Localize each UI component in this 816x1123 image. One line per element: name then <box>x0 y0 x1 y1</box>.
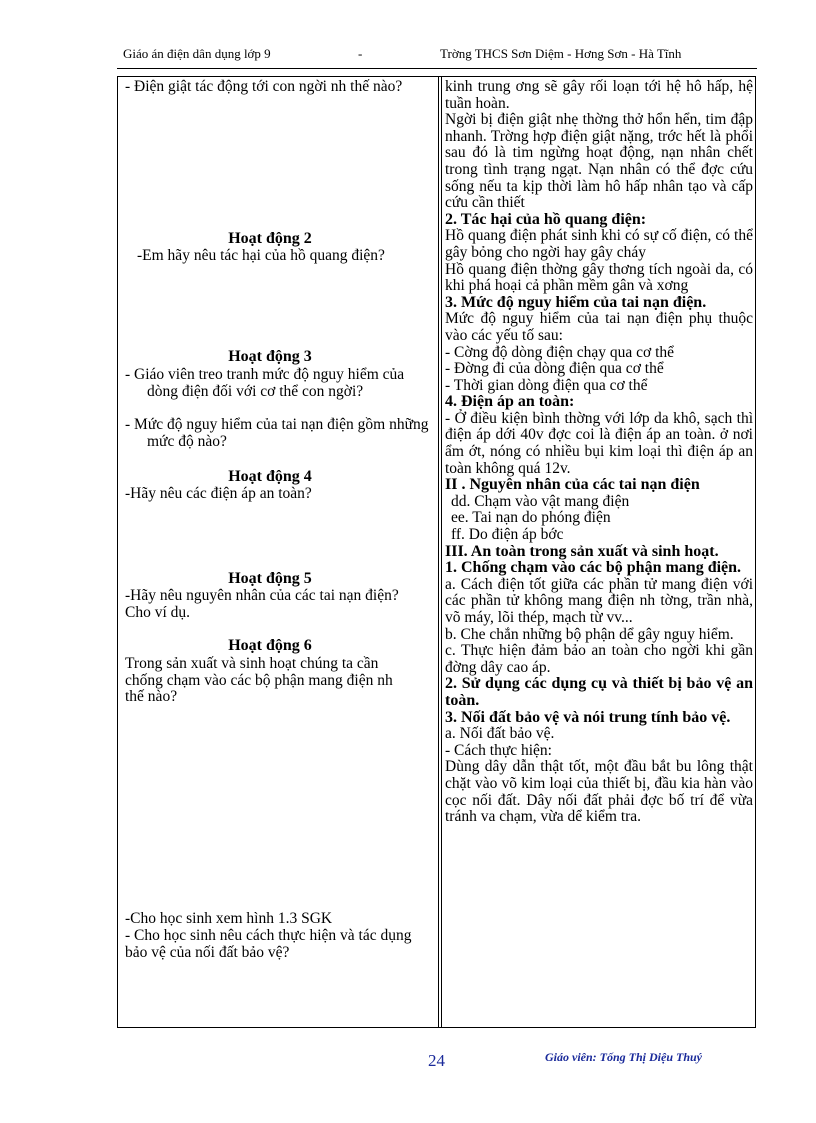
section-heading: 3. Nối đất bảo vệ và nói trung tính bảo vệ. <box>445 708 731 726</box>
section-heading: 2. Tác hại của hồ quang điện: <box>445 210 647 228</box>
paragraph: - Ở điều kiện bình thờng với lớp da khô, sạch thì điện áp dới 40v đợc coi là điện áp an toàn. ở nơi ẩm ớt, nóng có nhiều bụi kim loại thì điện áp an toàn không quá 12v. <box>445 409 753 477</box>
paragraph: - Cách thực hiện: <box>445 741 552 759</box>
activity-2-title: Hoạt động 2 <box>228 230 312 247</box>
page-number: 24 <box>428 1051 445 1070</box>
teacher-signature: Giáo viên: Tống Thị Diệu Thuý <box>545 1050 703 1064</box>
paragraph: a. Nối đất bảo vệ. <box>445 725 555 743</box>
section-heading: 4. Điện áp an toàn: <box>445 393 575 411</box>
column-divider <box>438 76 439 1028</box>
paragraph: c. Thực hiện đảm bảo an toàn cho ngời khi gần đờng dây cao áp. <box>445 642 753 676</box>
section-heading: II . Nguyên nhân của các tai nạn điện <box>445 476 700 494</box>
list-item: ff. Do điện áp bớc <box>451 526 564 544</box>
activity-5-title: Hoạt động 5 <box>228 570 312 587</box>
left-question-1: - Điện giật tác động tới con ngời nh thế nào? <box>125 78 403 95</box>
list-item: - Thời gian dòng điện qua cơ thể <box>445 376 648 394</box>
section-heading: III. An toàn trong sản xuất và sinh hoạt. <box>445 542 719 560</box>
list-item: dd. Chạm vào vật mang điện <box>451 492 630 510</box>
activity-3-title: Hoạt động 3 <box>228 348 312 365</box>
paragraph: a. Cách điện tốt giữa các phần tử mang điện với các phần tử không mang điện nh tờng, trần nhà, võ máy, lõi thép, mạch từ vv... <box>445 575 753 626</box>
section-heading: 2. Sử dụng các dụng cụ và thiết bị bảo vệ an toàn. <box>445 675 753 709</box>
paragraph: kinh trung ơng sẽ gây rối loạn tới hệ hô hấp, hệ tuần hoàn. <box>445 78 753 112</box>
list-item: - Cờng độ dòng điện chạy qua cơ thể <box>445 343 675 361</box>
list-item: - Đờng đi của dòng điện qua cơ thể <box>445 360 664 378</box>
section-heading: 1. Chống chạm vào các bộ phận mang điện. <box>445 559 742 577</box>
left-question-7b: - Cho học sinh nêu cách thực hiện và tác dụng bảo vệ của nối đất bảo vệ? <box>125 927 412 961</box>
left-question-7a: -Cho học sinh xem hình 1.3 SGK <box>125 910 333 927</box>
left-question-4: -Hãy nêu các điện áp an toàn? <box>125 485 312 502</box>
paragraph: Dùng dây dẫn thật tốt, một đầu bắt bu lông thật chặt vào võ kim loại của thiết bị, đầu kia hàn vào cọc nối đất. Dây nối đất phải đợc bố trí để vừa tránh va chạm, vừa dể kiểm tra. <box>445 758 753 826</box>
paragraph: Mức độ nguy hiểm của tai nạn điện phụ thuộc vào các yếu tố sau: <box>445 310 753 344</box>
right-col-text <box>445 79 753 826</box>
paragraph: b. Che chắn những bộ phận dể gây nguy hiểm. <box>445 625 734 643</box>
column-divider-2 <box>441 76 442 1028</box>
paragraph: Hồ quang điện thờng gây thơng tích ngoài da, có khi phá hoại cả phần mềm gân và xơng <box>445 260 753 295</box>
left-question-2: -Em hãy nêu tác hại của hồ quang điện? <box>137 247 385 264</box>
activity-6-title: Hoạt động 6 <box>228 637 312 654</box>
header-dash: - <box>358 46 363 61</box>
header-rule <box>117 68 757 69</box>
header-left: Giáo án điện dân dụng lớp 9 <box>123 46 271 61</box>
paragraph: Hồ quang điện phát sinh khi có sự cố điện, có thể gây bỏng cho ngời hay gây cháy <box>445 227 753 261</box>
left-question-6: Trong sản xuất và sinh hoạt chúng ta cần chống chạm vào các bộ phận mang điện nh thế nào? <box>125 655 393 706</box>
left-question-5: -Hãy nêu nguyên nhân của các tai nạn điện? Cho ví dụ. <box>125 587 399 621</box>
section-heading: 3. Mức độ nguy hiểm của tai nạn điện. <box>445 293 707 311</box>
left-question-3a: - Giáo viên treo tranh mức độ nguy hiểm của dòng điện đối với cơ thể con ngời? <box>125 366 405 400</box>
header-right: Trờng THCS Sơn Diệm - Hơng Sơn - Hà Tĩnh <box>440 46 682 61</box>
left-question-3b: - Mức độ nguy hiểm của tai nạn điện gồm những mức độ nào? <box>125 416 429 450</box>
paragraph: Ngời bị điện giật nhẹ thờng thở hổn hển, tim đập nhanh. Trờng hợp điện giật nặng, trớc hết là phổi sau đó là tim ngừng hoạt động, nạn nhân chết trong tình trạng ngạt. Nạn nhân có thể đợc cứu sống nếu ta kịp thời làm hô hấp nhân tạo và cấp cứu cần thiết <box>445 111 753 212</box>
list-item: ee. Tai nạn do phóng điện <box>451 509 611 527</box>
activity-4-title: Hoạt động 4 <box>228 468 312 485</box>
